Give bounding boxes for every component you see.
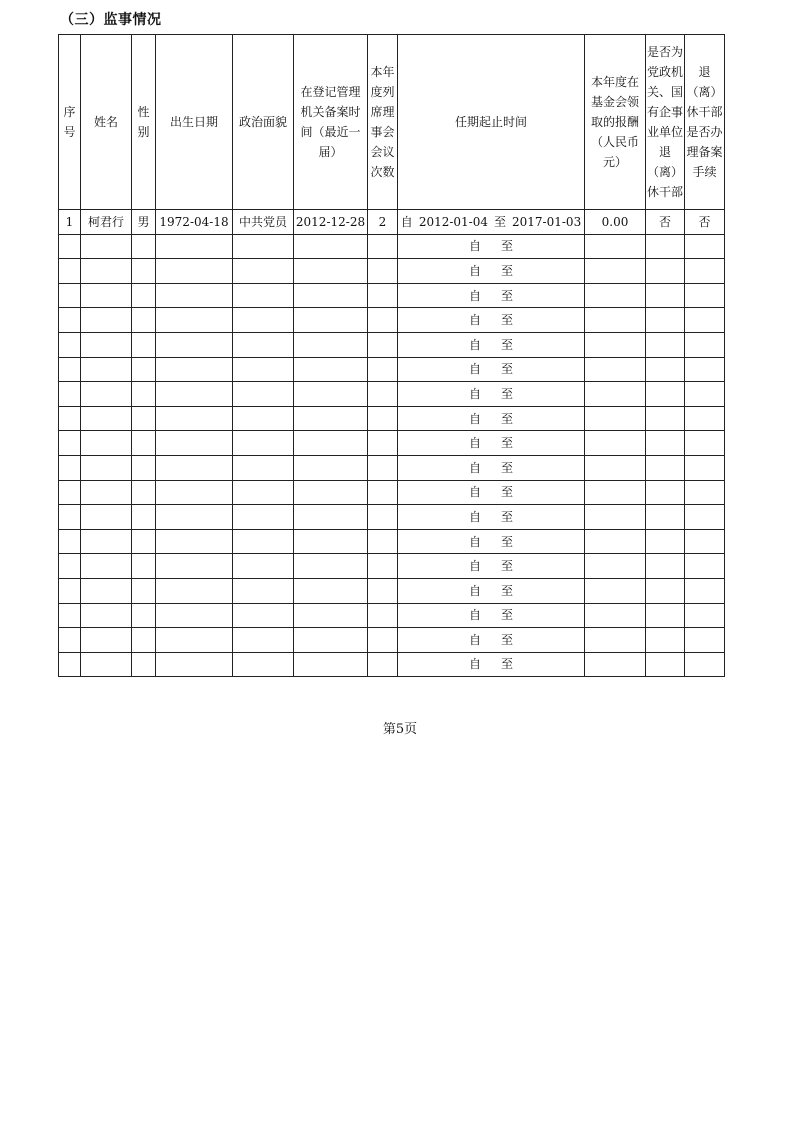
table-row-empty xyxy=(59,382,725,407)
empty-cell xyxy=(81,234,132,259)
header-term: 任期起止时间 xyxy=(398,35,585,210)
empty-cell xyxy=(294,652,368,677)
table-row-empty xyxy=(59,554,725,579)
header-remuneration: 本年度在基金会领取的报酬（人民币元） xyxy=(585,35,646,210)
cell-remuneration: 0.00 xyxy=(585,210,646,235)
empty-cell xyxy=(59,332,81,357)
empty-cell xyxy=(132,652,156,677)
cell-gender: 男 xyxy=(132,210,156,235)
empty-cell xyxy=(685,332,725,357)
term-from-label: 自 xyxy=(468,534,481,549)
header-retired-cadre: 是否为党政机关、国有企事业单位退（离）休干部 xyxy=(646,35,685,210)
empty-cell xyxy=(685,259,725,284)
empty-cell xyxy=(294,332,368,357)
empty-cell xyxy=(646,603,685,628)
page-number: 第5页 xyxy=(382,722,418,737)
empty-cell xyxy=(646,283,685,308)
empty-cell xyxy=(81,259,132,284)
term-to-label: 至 xyxy=(501,534,514,549)
term-end-date: 2017-01-03 xyxy=(512,214,582,229)
term-to-label: 至 xyxy=(501,509,514,524)
empty-cell xyxy=(646,455,685,480)
empty-cell xyxy=(368,480,398,505)
term-to-label: 至 xyxy=(494,214,507,229)
term-from-label: 自 xyxy=(468,337,481,352)
empty-cell xyxy=(132,406,156,431)
empty-cell xyxy=(294,431,368,456)
empty-cell xyxy=(81,480,132,505)
term-from-label: 自 xyxy=(468,657,481,672)
empty-cell xyxy=(585,357,646,382)
empty-cell xyxy=(59,455,81,480)
term-from-label: 自 xyxy=(468,559,481,574)
empty-cell xyxy=(233,308,294,333)
empty-cell xyxy=(685,578,725,603)
cell-term xyxy=(398,554,585,579)
term-from-label: 自 xyxy=(468,288,481,303)
empty-cell xyxy=(585,578,646,603)
empty-cell xyxy=(233,382,294,407)
empty-cell xyxy=(81,628,132,653)
term-from-label: 自 xyxy=(468,386,481,401)
term-to-label: 至 xyxy=(501,460,514,475)
term-from-label: 自 xyxy=(468,362,481,377)
empty-cell xyxy=(59,529,81,554)
empty-cell xyxy=(294,455,368,480)
empty-cell xyxy=(233,283,294,308)
empty-cell xyxy=(156,308,233,333)
empty-cell xyxy=(646,652,685,677)
empty-cell xyxy=(81,603,132,628)
table-row-empty xyxy=(59,529,725,554)
empty-cell xyxy=(156,431,233,456)
empty-cell xyxy=(132,455,156,480)
empty-cell xyxy=(59,603,81,628)
empty-cell xyxy=(132,332,156,357)
cell-term xyxy=(398,234,585,259)
empty-cell xyxy=(294,505,368,530)
empty-cell xyxy=(294,529,368,554)
empty-cell xyxy=(233,431,294,456)
cell-meeting-count: 2 xyxy=(368,210,398,235)
cell-term xyxy=(398,455,585,480)
term-from-label: 自 xyxy=(468,239,481,254)
empty-cell xyxy=(585,529,646,554)
empty-cell xyxy=(233,554,294,579)
term-from-label: 自 xyxy=(468,583,481,598)
empty-cell xyxy=(585,455,646,480)
empty-cell xyxy=(81,283,132,308)
empty-cell xyxy=(585,431,646,456)
empty-cell xyxy=(59,578,81,603)
empty-cell xyxy=(81,332,132,357)
table-row-empty xyxy=(59,234,725,259)
term-from-label: 自 xyxy=(468,263,481,278)
empty-cell xyxy=(156,455,233,480)
table-row-empty xyxy=(59,259,725,284)
term-from-label: 自 xyxy=(468,436,481,451)
table-row-empty xyxy=(59,308,725,333)
empty-cell xyxy=(368,603,398,628)
cell-term xyxy=(398,652,585,677)
cell-term xyxy=(398,259,585,284)
empty-cell xyxy=(585,505,646,530)
term-to-label: 至 xyxy=(501,436,514,451)
cell-term xyxy=(398,529,585,554)
empty-cell xyxy=(156,406,233,431)
table-row-empty xyxy=(59,603,725,628)
table-header-row xyxy=(59,35,725,210)
header-seq: 序号 xyxy=(59,35,81,210)
cell-birth-date: 1972-04-18 xyxy=(156,210,233,235)
empty-cell xyxy=(156,554,233,579)
empty-cell xyxy=(646,406,685,431)
empty-cell xyxy=(646,332,685,357)
empty-cell xyxy=(646,505,685,530)
table-row-empty xyxy=(59,431,725,456)
empty-cell xyxy=(368,431,398,456)
cell-name: 柯君行 xyxy=(81,210,132,235)
empty-cell xyxy=(156,382,233,407)
header-meeting-count: 本年度列席理事会会议次数 xyxy=(368,35,398,210)
term-from-label: 自 xyxy=(468,411,481,426)
cell-term xyxy=(398,628,585,653)
empty-cell xyxy=(585,554,646,579)
header-political-status: 政治面貌 xyxy=(233,35,294,210)
empty-cell xyxy=(132,234,156,259)
term-to-label: 至 xyxy=(501,411,514,426)
empty-cell xyxy=(156,259,233,284)
empty-cell xyxy=(233,332,294,357)
empty-cell xyxy=(685,652,725,677)
empty-cell xyxy=(685,628,725,653)
empty-cell xyxy=(585,332,646,357)
empty-cell xyxy=(585,259,646,284)
empty-cell xyxy=(156,283,233,308)
term-to-label: 至 xyxy=(501,485,514,500)
cell-term xyxy=(398,357,585,382)
empty-cell xyxy=(132,308,156,333)
term-to-label: 至 xyxy=(501,337,514,352)
term-to-label: 至 xyxy=(501,263,514,278)
cell-term xyxy=(398,210,585,235)
empty-cell xyxy=(81,357,132,382)
term-from-label: 自 xyxy=(468,608,481,623)
empty-cell xyxy=(294,357,368,382)
empty-cell xyxy=(81,652,132,677)
empty-cell xyxy=(294,308,368,333)
empty-cell xyxy=(59,357,81,382)
term-to-label: 至 xyxy=(501,583,514,598)
empty-cell xyxy=(59,652,81,677)
empty-cell xyxy=(368,529,398,554)
cell-term xyxy=(398,406,585,431)
term-from-label: 自 xyxy=(468,509,481,524)
empty-cell xyxy=(59,234,81,259)
empty-cell xyxy=(368,628,398,653)
empty-cell xyxy=(685,308,725,333)
empty-cell xyxy=(233,578,294,603)
empty-cell xyxy=(132,431,156,456)
empty-cell xyxy=(585,382,646,407)
empty-cell xyxy=(368,332,398,357)
empty-cell xyxy=(294,628,368,653)
term-from-label: 自 xyxy=(468,460,481,475)
cell-filing-procedure: 否 xyxy=(685,210,725,235)
empty-cell xyxy=(646,259,685,284)
empty-cell xyxy=(132,357,156,382)
empty-cell xyxy=(59,283,81,308)
empty-cell xyxy=(81,431,132,456)
empty-cell xyxy=(156,357,233,382)
empty-cell xyxy=(685,382,725,407)
empty-cell xyxy=(585,308,646,333)
empty-cell xyxy=(585,603,646,628)
empty-cell xyxy=(132,505,156,530)
empty-cell xyxy=(685,357,725,382)
table-row-empty xyxy=(59,578,725,603)
cell-term xyxy=(398,603,585,628)
table-row-empty xyxy=(59,652,725,677)
empty-cell xyxy=(646,529,685,554)
empty-cell xyxy=(294,382,368,407)
empty-cell xyxy=(368,505,398,530)
empty-cell xyxy=(685,603,725,628)
empty-cell xyxy=(294,406,368,431)
empty-cell xyxy=(646,234,685,259)
empty-cell xyxy=(368,308,398,333)
empty-cell xyxy=(156,480,233,505)
empty-cell xyxy=(81,382,132,407)
empty-cell xyxy=(233,480,294,505)
cell-seq: 1 xyxy=(59,210,81,235)
empty-cell xyxy=(685,455,725,480)
cell-filing-time: 2012-12-28 xyxy=(294,210,368,235)
table-row-empty xyxy=(59,283,725,308)
empty-cell xyxy=(156,628,233,653)
empty-cell xyxy=(233,505,294,530)
term-start-date: 2012-01-04 xyxy=(418,214,488,229)
cell-term xyxy=(398,480,585,505)
empty-cell xyxy=(646,431,685,456)
empty-cell xyxy=(368,259,398,284)
empty-cell xyxy=(294,234,368,259)
empty-cell xyxy=(685,406,725,431)
empty-cell xyxy=(294,554,368,579)
empty-cell xyxy=(233,259,294,284)
empty-cell xyxy=(368,357,398,382)
empty-cell xyxy=(368,406,398,431)
cell-term xyxy=(398,578,585,603)
empty-cell xyxy=(59,406,81,431)
empty-cell xyxy=(368,652,398,677)
empty-cell xyxy=(294,603,368,628)
supervisor-table xyxy=(58,34,725,677)
empty-cell xyxy=(585,480,646,505)
term-to-label: 至 xyxy=(501,313,514,328)
empty-cell xyxy=(81,505,132,530)
empty-cell xyxy=(59,259,81,284)
empty-cell xyxy=(132,382,156,407)
empty-cell xyxy=(156,652,233,677)
empty-cell xyxy=(156,603,233,628)
empty-cell xyxy=(646,308,685,333)
empty-cell xyxy=(646,357,685,382)
empty-cell xyxy=(59,628,81,653)
term-to-label: 至 xyxy=(501,608,514,623)
empty-cell xyxy=(685,529,725,554)
empty-cell xyxy=(646,578,685,603)
empty-cell xyxy=(132,628,156,653)
empty-cell xyxy=(294,259,368,284)
empty-cell xyxy=(132,480,156,505)
cell-term xyxy=(398,332,585,357)
cell-term xyxy=(398,505,585,530)
empty-cell xyxy=(294,578,368,603)
header-filing-time: 在登记管理机关备案时间（最近一届） xyxy=(294,35,368,210)
empty-cell xyxy=(132,603,156,628)
empty-cell xyxy=(132,283,156,308)
table-row-empty xyxy=(59,480,725,505)
header-filing-procedure: 退（离）休干部是否办理备案手续 xyxy=(685,35,725,210)
empty-cell xyxy=(585,234,646,259)
empty-cell xyxy=(685,554,725,579)
empty-cell xyxy=(59,382,81,407)
empty-cell xyxy=(233,406,294,431)
empty-cell xyxy=(646,628,685,653)
cell-term xyxy=(398,308,585,333)
cell-retired-cadre: 否 xyxy=(646,210,685,235)
empty-cell xyxy=(156,578,233,603)
term-from-label: 自 xyxy=(468,632,481,647)
empty-cell xyxy=(585,283,646,308)
empty-cell xyxy=(81,554,132,579)
table-row-empty xyxy=(59,455,725,480)
empty-cell xyxy=(585,406,646,431)
term-from-label: 自 xyxy=(468,485,481,500)
empty-cell xyxy=(585,652,646,677)
header-name: 姓名 xyxy=(81,35,132,210)
empty-cell xyxy=(233,529,294,554)
header-gender: 性别 xyxy=(132,35,156,210)
cell-political-status: 中共党员 xyxy=(233,210,294,235)
empty-cell xyxy=(132,529,156,554)
empty-cell xyxy=(132,554,156,579)
empty-cell xyxy=(685,431,725,456)
empty-cell xyxy=(233,603,294,628)
term-to-label: 至 xyxy=(501,559,514,574)
empty-cell xyxy=(294,283,368,308)
empty-cell xyxy=(685,234,725,259)
empty-cell xyxy=(368,578,398,603)
empty-cell xyxy=(132,259,156,284)
term-to-label: 至 xyxy=(501,632,514,647)
empty-cell xyxy=(156,529,233,554)
empty-cell xyxy=(81,529,132,554)
empty-cell xyxy=(294,480,368,505)
empty-cell xyxy=(368,283,398,308)
empty-cell xyxy=(368,382,398,407)
empty-cell xyxy=(81,308,132,333)
cell-term xyxy=(398,382,585,407)
empty-cell xyxy=(368,554,398,579)
empty-cell xyxy=(646,554,685,579)
cell-term xyxy=(398,431,585,456)
term-to-label: 至 xyxy=(501,386,514,401)
empty-cell xyxy=(685,480,725,505)
table-row xyxy=(59,210,725,235)
empty-cell xyxy=(646,382,685,407)
empty-cell xyxy=(59,308,81,333)
table-row-empty xyxy=(59,406,725,431)
empty-cell xyxy=(685,505,725,530)
empty-cell xyxy=(156,234,233,259)
term-to-label: 至 xyxy=(501,657,514,672)
cell-term xyxy=(398,283,585,308)
empty-cell xyxy=(368,455,398,480)
term-from-label: 自 xyxy=(400,214,413,229)
table-row-empty xyxy=(59,628,725,653)
empty-cell xyxy=(156,332,233,357)
table-row-empty xyxy=(59,357,725,382)
section-title: （三）监事情况 xyxy=(60,12,162,28)
empty-cell xyxy=(81,455,132,480)
table-row-empty xyxy=(59,505,725,530)
term-to-label: 至 xyxy=(501,362,514,377)
empty-cell xyxy=(646,480,685,505)
empty-cell xyxy=(81,578,132,603)
table-row-empty xyxy=(59,332,725,357)
empty-cell xyxy=(233,357,294,382)
term-to-label: 至 xyxy=(501,288,514,303)
header-birth-date: 出生日期 xyxy=(156,35,233,210)
empty-cell xyxy=(233,234,294,259)
empty-cell xyxy=(59,431,81,456)
term-to-label: 至 xyxy=(501,239,514,254)
empty-cell xyxy=(59,554,81,579)
empty-cell xyxy=(585,628,646,653)
empty-cell xyxy=(233,628,294,653)
empty-cell xyxy=(59,505,81,530)
empty-cell xyxy=(132,578,156,603)
empty-cell xyxy=(233,455,294,480)
empty-cell xyxy=(81,406,132,431)
term-from-label: 自 xyxy=(468,313,481,328)
empty-cell xyxy=(59,480,81,505)
empty-cell xyxy=(156,505,233,530)
empty-cell xyxy=(233,652,294,677)
empty-cell xyxy=(685,283,725,308)
empty-cell xyxy=(368,234,398,259)
